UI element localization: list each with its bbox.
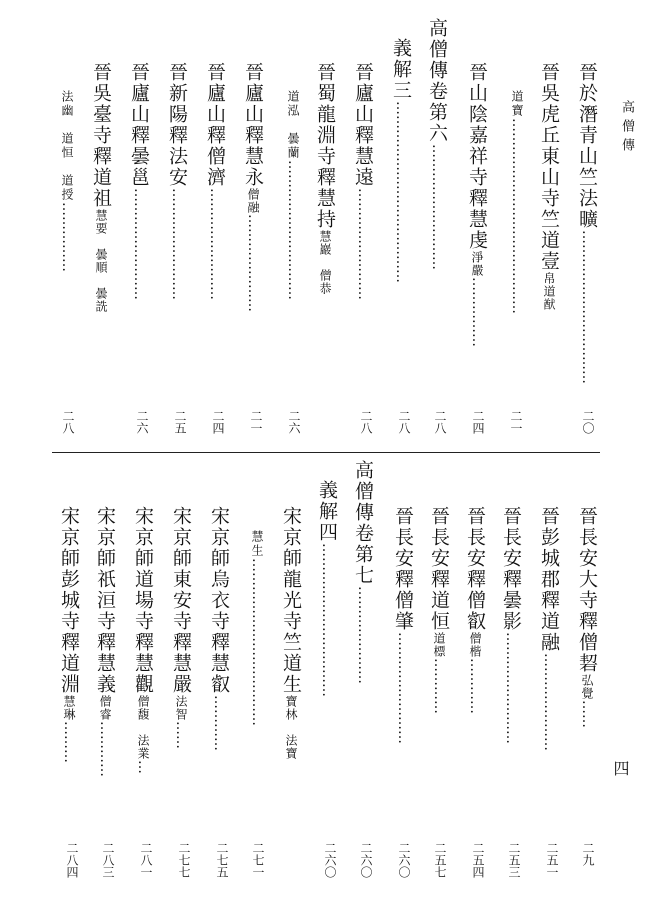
entry-page: 二六	[287, 410, 301, 434]
entry-sub: 慧琳	[62, 695, 76, 721]
toc-entry	[248, 530, 267, 726]
entry-page: 二八	[61, 410, 75, 434]
page-number: 四	[611, 760, 630, 776]
entry-page: 二四	[211, 410, 225, 434]
leader-dots: …………………	[541, 653, 557, 751]
entry-title: 晉彭城郡釋道融	[538, 506, 560, 653]
entry-page: 二九	[581, 842, 595, 866]
toc-entry	[284, 90, 303, 300]
leader-dots: …………	[467, 658, 483, 714]
leader-dots: ………	[61, 721, 77, 763]
toc-entry	[424, 18, 451, 270]
entry-sub: 道泓 曇蘭	[286, 90, 300, 160]
entry-page: 二七五	[215, 842, 229, 878]
volume-title: 高僧傳卷第七	[352, 460, 374, 586]
toc-entry	[498, 506, 525, 744]
leader-dots: …………	[431, 658, 447, 714]
toc-entry	[206, 506, 233, 751]
toc-entry	[130, 506, 157, 774]
toc-entry	[240, 62, 267, 312]
toc-entry	[278, 506, 305, 760]
entry-sub: 道寶	[510, 90, 524, 118]
toc-entry	[58, 90, 77, 272]
toc-entry	[314, 480, 341, 697]
entry-title: 宋京師龍光寺竺道生	[280, 506, 302, 695]
entry-page: 二六〇	[397, 842, 411, 878]
entry-page: 二七一	[251, 842, 265, 878]
entry-page: 二五	[173, 410, 187, 434]
entry-title: 晉長安釋曇影	[500, 506, 522, 632]
leader-dots: …………………	[245, 214, 261, 312]
entry-title: 晉長安大寺釋僧䂮	[576, 506, 598, 674]
leader-dots: ……………	[469, 277, 485, 347]
entry-title: 晉新陽釋法安	[166, 62, 188, 188]
entry-page: 二四	[471, 410, 485, 434]
toc-entry	[202, 62, 229, 300]
section-title: 義解三	[390, 38, 412, 101]
entry-title: 晉蜀龍淵寺釋慧持	[314, 62, 336, 230]
toc-entry	[508, 90, 527, 314]
toc-entry	[168, 506, 195, 749]
entry-sub: 僧馥 法業	[136, 695, 150, 760]
entry-title: 宋京師烏衣寺釋慧叡	[208, 506, 230, 695]
entry-sub: 法智	[174, 695, 188, 721]
entry-page: 二八	[359, 410, 373, 434]
leader-dots: ……	[173, 721, 189, 749]
entry-page: 二八	[433, 410, 447, 434]
toc-entry	[164, 62, 191, 300]
toc-entry	[88, 62, 115, 313]
entry-page: 二五四	[471, 842, 485, 878]
entry-sub: 慧生	[250, 530, 264, 558]
entry-title: 晉廬山釋僧濟	[204, 62, 226, 188]
volume-title: 高僧傳卷第六	[426, 18, 448, 144]
leader-dots: ……………………	[395, 632, 411, 744]
entry-title: 晉山陰嘉祥寺釋慧虔	[466, 62, 488, 251]
leader-dots: ……………………	[169, 188, 185, 300]
entry-page: 二一	[509, 410, 523, 434]
entry-page: 二六〇	[323, 842, 337, 878]
entry-page: 二八三	[101, 842, 115, 878]
toc-entry	[92, 506, 119, 777]
leader-dots: …………	[211, 695, 227, 751]
entry-title: 晉長安釋僧肇	[392, 506, 414, 632]
leader-dots: ……………………	[131, 188, 147, 300]
entry-sub: 帛道猷	[542, 272, 556, 311]
entry-page: 二六	[135, 410, 149, 434]
entry-title: 晉廬山釋曇邕	[128, 62, 150, 188]
toc-entry	[536, 62, 563, 311]
leader-dots: ……………………………	[319, 543, 335, 697]
entry-title: 宋京師祇洹寺釋慧義	[94, 506, 116, 695]
leader-dots: …	[135, 760, 151, 774]
leader-dots: …………………………	[285, 160, 301, 300]
entry-title: 晉吳臺寺釋道祖	[90, 62, 112, 209]
toc-entry	[390, 506, 417, 744]
toc-entry	[126, 62, 153, 300]
toc-entry	[462, 506, 489, 714]
entry-page: 二五一	[545, 842, 559, 878]
entry-sub: 弘覺	[580, 674, 594, 700]
entry-page: 二一	[249, 410, 263, 434]
entry-page: 二八	[397, 410, 411, 434]
entry-page: 二六〇	[359, 842, 373, 878]
entry-title: 晉廬山釋慧遠	[352, 62, 374, 188]
section-divider	[52, 452, 600, 453]
leader-dots: ……………	[59, 202, 75, 272]
entry-page: 二五七	[433, 842, 447, 878]
toc-entry	[426, 506, 453, 714]
toc-entry	[56, 506, 83, 763]
entry-sub: 慧要 曇順 曇詵	[94, 209, 108, 313]
leader-dots: ……………………	[207, 188, 223, 300]
entry-page: 二七七	[177, 842, 191, 878]
entry-title: 晉廬山釋慧永	[242, 62, 264, 188]
entry-sub: 淨嚴	[470, 251, 484, 277]
entry-title: 宋京師彭城寺釋道淵	[58, 506, 80, 695]
entry-sub: 法幽 道恒 道授	[60, 90, 74, 202]
entry-page: 二八一	[139, 842, 153, 878]
entry-title: 宋京師道場寺釋慧觀	[132, 506, 154, 695]
entry-title: 晉長安釋僧叡	[464, 506, 486, 632]
entry-page: 二五三	[507, 842, 521, 878]
leader-dots: …………	[97, 721, 113, 777]
leader-dots: …………………	[355, 586, 371, 684]
entry-title: 晉長安釋道恒	[428, 506, 450, 632]
entry-sub: 寶林 法寶	[284, 695, 298, 760]
section-title: 義解四	[316, 480, 338, 543]
entry-sub: 僧睿	[98, 695, 112, 721]
toc-entry	[574, 506, 601, 728]
entry-sub: 僧融	[246, 188, 260, 214]
leader-dots: ……………………………………	[509, 118, 525, 314]
toc-entry	[312, 62, 339, 295]
toc-entry	[350, 62, 377, 300]
entry-title: 晉於潛青山竺法曠	[576, 62, 598, 230]
leader-dots: ……………………………	[579, 230, 595, 384]
entry-title: 宋京師東安寺釋慧嚴	[170, 506, 192, 695]
leader-dots: ………………………………	[249, 558, 265, 726]
toc-entry	[350, 460, 377, 684]
entry-page: 二〇	[581, 410, 595, 434]
leader-dots: ……………………	[503, 632, 519, 744]
running-head: 高僧傳	[619, 100, 634, 157]
entry-sub: 道標	[432, 632, 446, 658]
entry-page: 二八四	[65, 842, 79, 878]
toc-entry	[536, 506, 563, 751]
leader-dots: ………………………	[429, 144, 445, 270]
leader-dots: ……	[579, 700, 595, 728]
entry-sub: 慧巖 僧恭	[318, 230, 332, 295]
entry-title: 晉吳虎丘東山寺竺道壹	[538, 62, 560, 272]
leader-dots: ……………………	[355, 188, 371, 300]
leader-dots: …………………………………	[393, 101, 409, 283]
toc-entry	[388, 38, 415, 283]
toc-entry	[574, 62, 601, 384]
entry-sub: 僧楷	[468, 632, 482, 658]
toc-entry	[464, 62, 491, 347]
